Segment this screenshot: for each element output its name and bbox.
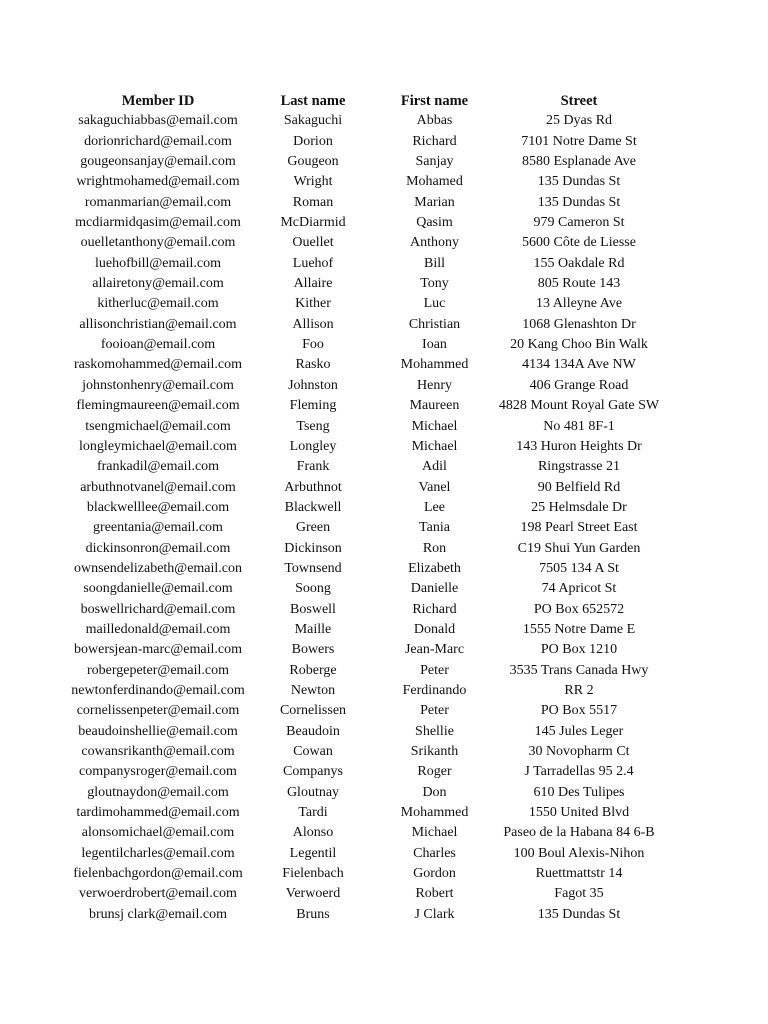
member-id-cell: soongdanielle@email.com [83,581,233,597]
member-id-cell: allisonchristian@email.com [79,316,237,332]
table-row [0,132,768,152]
last-name-cell: Rasko [295,357,331,373]
member-id-cell: fielenbachgordon@email.com [73,866,243,882]
last-name-cell: Ouellet [292,235,334,251]
member-id-cell: alonsomichael@email.com [81,825,235,841]
first-name-cell: Donald [413,621,456,637]
first-name-cell: Michael [411,825,458,841]
street-cell: Fagot 35 [554,886,604,902]
last-name-cell: Kither [295,296,331,312]
table-row [0,600,768,620]
member-id-cell: robergepeter@email.com [86,662,230,678]
street-cell: 805 Route 143 [537,276,621,292]
first-name-cell: Anthony [410,235,459,251]
last-name-cell: Sakaguchi [283,113,343,129]
table-row [0,478,768,498]
street-cell: 4134 134A Ave NW [522,357,636,373]
street-cell: 198 Pearl Street East [520,520,638,536]
table-row [0,355,768,375]
first-name-cell: Richard [412,133,457,149]
member-id-cell: johnstonhenry@email.com [82,377,234,393]
first-name-cell: Maureen [409,398,460,414]
street-cell: 25 Helmsdale Dr [531,499,627,515]
street-cell: RR 2 [564,682,594,698]
last-name-cell: Johnston [288,377,338,393]
street-cell: PO Box 1210 [540,642,618,658]
last-name-cell: Dorion [293,133,333,149]
street-cell: 100 Boul Alexis-Nihon [513,845,645,861]
member-id-cell: wrightmohamed@email.com [76,174,240,190]
street-cell: J Tarradellas 95 2.4 [524,764,634,780]
street-cell: C19 Shui Yun Garden [517,540,641,556]
member-id-cell: frankadil@email.com [96,459,220,475]
table-row [0,722,768,742]
last-name-cell: McDiarmid [280,215,346,231]
last-name-cell: Tardi [298,805,328,821]
header-last-name: Last name [280,93,346,109]
member-id-cell: fooioan@email.com [100,337,216,353]
table-row [0,823,768,843]
last-name-cell: Blackwell [284,499,342,515]
table-row [0,640,768,660]
last-name-cell: Allison [292,316,334,332]
first-name-cell: Bill [423,255,445,271]
first-name-cell: Srikanth [410,744,459,759]
last-name-cell: Soong [295,581,331,597]
table-row [0,762,768,782]
table-row [0,417,768,437]
last-name-cell: Verwoerd [285,886,341,902]
street-cell: 979 Cameron St [533,215,625,231]
member-id-cell: cornelissenpeter@email.com [76,703,240,719]
first-name-cell: Mohammed [400,805,469,821]
member-id-cell: tardimohammed@email.com [76,805,240,821]
street-cell: 1068 Glenashton Dr [522,316,636,332]
member-id-cell: kitherluc@email.com [97,296,219,312]
street-cell: 145 Jules Leger [534,723,624,739]
table-row [0,213,768,233]
last-name-cell: Green [295,520,331,536]
table-row [0,661,768,681]
street-cell: 7505 134 A St [539,560,619,576]
member-id-cell: verwoerdrobert@email.com [79,886,237,902]
member-id-cell: flemingmaureen@email.com [76,398,240,414]
last-name-cell: Cornelissen [279,703,347,719]
first-name-cell: Shellie [415,723,454,739]
member-table [0,91,768,925]
street-cell: 143 Huron Heights Dr [516,438,642,454]
street-cell: 3535 Trans Canada Hwy [509,662,649,678]
member-id-cell: allairetony@email.com [92,276,224,292]
street-cell: 30 Novopharm Ct [528,744,630,759]
first-name-cell: Michael [411,418,458,434]
street-cell: 135 Dundas St [537,194,621,210]
first-name-cell: Michael [411,438,458,454]
street-cell: 5600 Côte de Liesse [522,235,636,251]
table-row [0,844,768,864]
member-id-cell: arbuthnotvanel@email.com [80,479,236,495]
member-id-cell: ouelletanthony@email.com [80,235,236,251]
last-name-cell: Longley [289,438,337,454]
last-name-cell: Cowan [293,744,333,759]
member-id-cell: gloutnaydon@email.com [87,784,229,800]
first-name-cell: Gordon [413,866,456,882]
first-name-cell: Henry [417,377,452,393]
table-row [0,701,768,721]
header-first-name: First name [400,93,469,109]
member-id-cell: dickinsonron@email.com [85,540,231,556]
table-row [0,396,768,416]
header-member-id: Member ID [121,93,195,109]
member-id-cell: companysroger@email.com [79,764,237,780]
table-row [0,152,768,172]
table-row [0,111,768,131]
first-name-cell: Ioan [422,337,447,353]
street-cell: 90 Belfield Rd [537,479,621,495]
last-name-cell: Fleming [289,398,337,414]
first-name-cell: Ron [422,540,447,556]
member-id-cell: cowansrikanth@email.com [81,744,235,759]
first-name-cell: Tania [419,520,450,536]
table-row [0,233,768,253]
first-name-cell: Qasim [416,215,453,231]
first-name-cell: Jean-Marc [404,642,465,658]
street-cell: 20 Kang Choo Bin Walk [510,337,648,353]
first-name-cell: J Clark [414,906,455,922]
member-id-cell: legentilcharles@email.com [81,845,235,861]
first-name-cell: Mohamed [406,174,463,190]
last-name-cell: Wright [293,174,333,190]
first-name-cell: Sanjay [415,154,454,170]
first-name-cell: Peter [420,662,449,678]
table-row [0,437,768,457]
first-name-cell: Mohammed [400,357,469,373]
member-id-cell: mcdiarmidqasim@email.com [75,215,241,231]
table-row [0,559,768,579]
member-id-cell: romanmarian@email.com [84,194,232,210]
table-row [0,681,768,701]
last-name-cell: Gougeon [287,154,339,170]
last-name-cell: Gloutnay [286,784,340,800]
first-name-cell: Lee [424,499,445,515]
table-row [0,742,768,762]
street-cell: 13 Alleyne Ave [535,296,623,312]
last-name-cell: Maille [294,621,332,637]
table-row [0,539,768,559]
member-id-cell: greentania@email.com [93,520,223,536]
table-row [0,498,768,518]
street-cell: 1550 United Blvd [528,805,630,821]
street-cell: PO Box 652572 [533,601,625,617]
street-cell: 4828 Mount Royal Gate SW [498,398,660,414]
table-row [0,884,768,904]
last-name-cell: Townsend [284,560,342,576]
member-id-cell: tsengmichael@email.com [85,418,231,434]
member-id-cell: boswellrichard@email.com [80,601,236,617]
street-cell: 135 Dundas St [537,174,621,190]
last-name-cell: Beaudoin [286,723,340,739]
table-row [0,335,768,355]
table-row [0,254,768,274]
last-name-cell: Dickinson [284,540,342,556]
last-name-cell: Roberge [289,662,337,678]
member-id-cell: gougeonsanjay@email.com [80,154,236,170]
street-cell: 74 Apricot St [541,581,617,597]
last-name-cell: Newton [290,682,336,698]
member-id-cell: dorionrichard@email.com [84,133,232,149]
last-name-cell: Boswell [290,601,336,617]
table-row [0,315,768,335]
member-id-cell: sakaguchiabbas@email.com [78,113,238,129]
table-row [0,864,768,884]
street-cell: 1555 Notre Dame E [522,621,636,637]
member-id-cell: beaudoinshellie@email.com [78,723,238,739]
first-name-cell: Adil [422,459,447,475]
first-name-cell: Ferdinando [402,682,467,698]
last-name-cell: Bruns [296,906,330,922]
first-name-cell: Roger [417,764,452,780]
first-name-cell: Luc [423,296,446,312]
street-cell: 7101 Notre Dame St [521,133,637,149]
member-id-cell: ownsendelizabeth@email.con [74,560,242,576]
last-name-cell: Allaire [293,276,333,292]
first-name-cell: Marian [414,194,455,210]
table-row [0,172,768,192]
first-name-cell: Vanel [418,479,451,495]
street-cell: 135 Dundas St [537,906,621,922]
first-name-cell: Elizabeth [408,560,461,576]
table-row [0,457,768,477]
street-cell: 155 Oakdale Rd [533,255,625,271]
member-id-cell: longleymichael@email.com [79,438,237,454]
table-row [0,905,768,925]
first-name-cell: Danielle [410,581,459,597]
first-name-cell: Abbas [416,113,453,129]
first-name-cell: Peter [420,703,449,719]
member-id-cell: luehofbill@email.com [94,255,222,271]
member-id-cell: mailledonald@email.com [85,621,231,637]
header-street: Street [560,93,598,109]
table-row [0,518,768,538]
table-row [0,274,768,294]
table-row [0,376,768,396]
last-name-cell: Tseng [296,418,330,434]
last-name-cell: Bowers [291,642,335,658]
table-row [0,193,768,213]
street-cell: No 481 8F-1 [543,418,615,434]
last-name-cell: Foo [302,337,324,353]
street-cell: PO Box 5517 [540,703,618,719]
member-id-cell: brunsj clark@email.com [88,906,228,922]
first-name-cell: Christian [408,316,461,332]
header-row [0,91,768,111]
table-body [0,111,768,925]
last-name-cell: Legentil [289,845,337,861]
first-name-cell: Charles [413,845,456,861]
table-row [0,294,768,314]
street-cell: 406 Grange Road [529,377,629,393]
first-name-cell: Don [422,784,447,800]
table-row [0,620,768,640]
street-cell: 8580 Esplanade Ave [521,154,637,170]
table-row [0,579,768,599]
member-id-cell: newtonferdinando@email.com [71,682,245,698]
street-cell: 25 Dyas Rd [545,113,613,129]
street-cell: Paseo de la Habana 84 6-B [503,825,655,841]
table-row [0,803,768,823]
last-name-cell: Fielenbach [282,866,344,882]
member-id-cell: bowersjean-marc@email.com [74,642,242,658]
last-name-cell: Alonso [292,825,334,841]
member-id-cell: blackwelllee@email.com [86,499,230,515]
member-id-cell: raskomohammed@email.com [73,357,242,373]
street-cell: Ringstrasse 21 [537,459,621,475]
street-cell: Ruettmattstr 14 [535,866,623,882]
last-name-cell: Luehof [292,255,334,271]
first-name-cell: Robert [415,886,454,902]
table-row [0,783,768,803]
last-name-cell: Companys [283,764,343,780]
first-name-cell: Tony [420,276,449,292]
last-name-cell: Roman [292,194,334,210]
last-name-cell: Arbuthnot [284,479,342,495]
last-name-cell: Frank [296,459,330,475]
first-name-cell: Richard [412,601,457,617]
street-cell: 610 Des Tulipes [533,784,625,800]
